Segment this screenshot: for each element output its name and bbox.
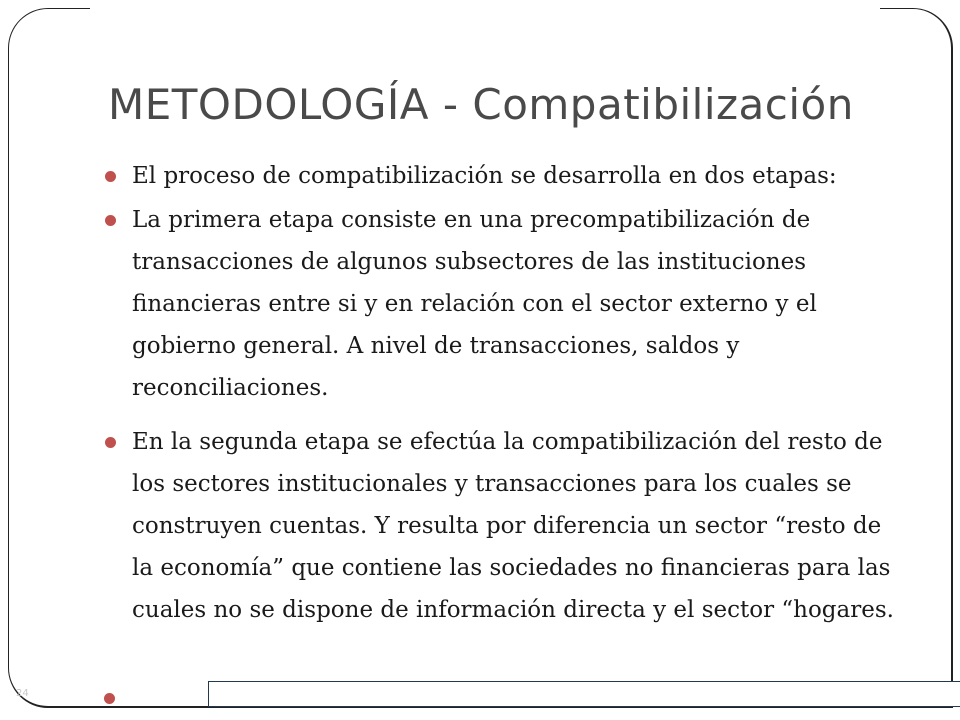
footer-bar (208, 681, 960, 707)
bullet-item-1 (105, 155, 905, 197)
bullet-text: En la segunda etapa se efectúa la compatibilización del resto de los sectores institucionales y transacciones para los cuales se construyen cuentas. Y resulta por diferencia un sector “resto de la economía” que contiene las sociedades no financieras para las cuales no se dispone de información directa y el sector “hogares. (132, 429, 894, 623)
bullet-dot-icon (105, 215, 116, 226)
page-number: 24 (16, 688, 29, 699)
bullet-dot-icon (105, 171, 116, 182)
bullet-text: El proceso de compatibilización se desarrolla en dos etapas: (132, 163, 837, 189)
slide-title: METODOLOGÍA - Compatibilización (108, 80, 854, 129)
bullet-list (105, 155, 905, 631)
frame-top-gap (90, 0, 880, 14)
empty-bullet-dot-icon (104, 693, 115, 704)
bullet-text: La primera etapa consiste en una precompatibilización de transacciones de algunos subsectores de las instituciones financieras entre si y en relación con el sector externo y el gobierno general. A nivel de transacciones, saldos y reconciliaciones. (132, 207, 817, 401)
bullet-item-3 (105, 421, 905, 631)
bullet-dot-icon (105, 437, 116, 448)
bullet-item-2 (105, 199, 905, 409)
